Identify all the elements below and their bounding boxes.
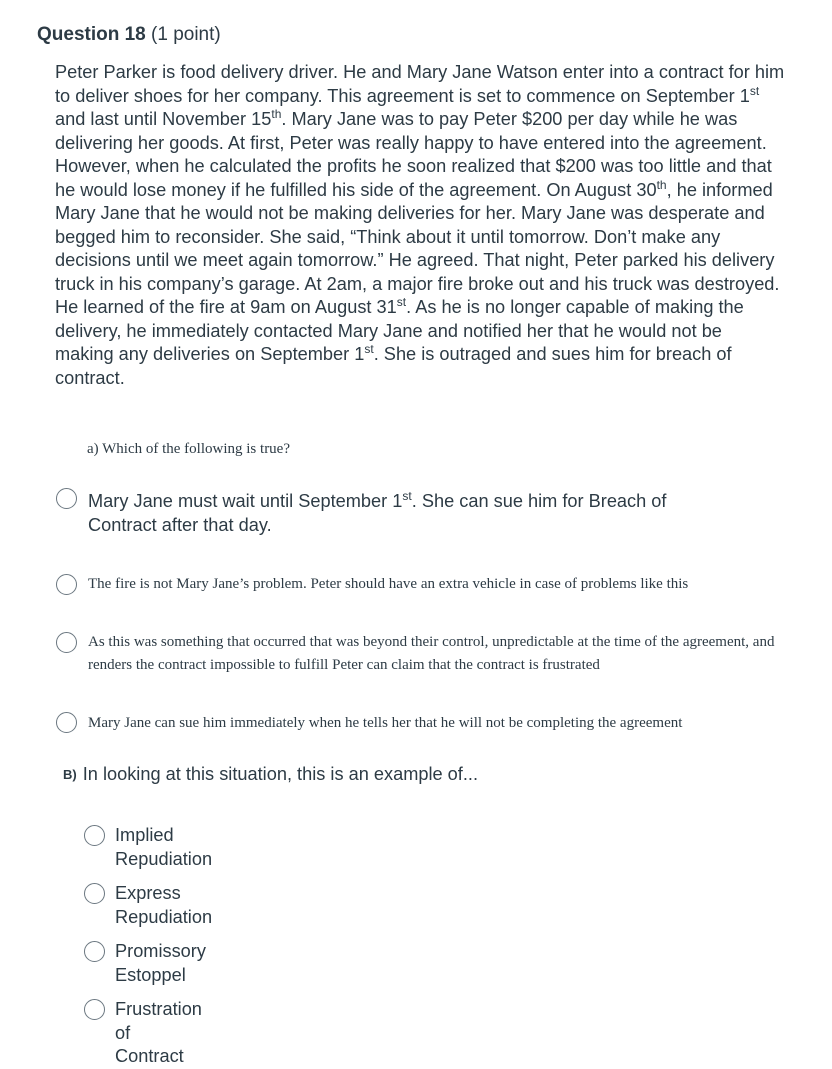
part-b-prompt xyxy=(63,764,478,785)
option-label[interactable] xyxy=(88,490,728,537)
passage-text: , he informed Mary Jane that he would not be making deliveries for her. Mary Jane was desperate and begged him to reconsider. She said, “Think about it until tomorrow. Don’t make any decisions until we meet again tomorrow.” He agreed. That night, Peter parked his delivery truck in his company’s garage. At 2am, a major fire broke out and his truck was destroyed. He learned of the fire at 9am on August 31 xyxy=(55,179,780,317)
passage-text: and last until November 15 xyxy=(55,109,272,129)
option-label[interactable]: Frustration of Contract xyxy=(115,999,202,1066)
radio-button[interactable] xyxy=(56,712,77,733)
passage-text: . Mary Jane was to pay Peter $200 per day while he was delivering her goods. At first, Peter was really happy to have entered into the agreement. However, when he calculated the profits he soon realized that $200 was too little and that he would lose money if he fulfilled his side of the agreement. On August 30 xyxy=(55,109,772,200)
radio-button[interactable] xyxy=(84,941,105,962)
radio-button[interactable] xyxy=(56,632,77,653)
part-b-prompt-text: In looking at this situation, this is an example of... xyxy=(82,764,479,784)
radio-button[interactable] xyxy=(56,574,77,595)
question-title: Question 18 xyxy=(37,24,146,45)
radio-button[interactable] xyxy=(56,488,77,509)
radio-button[interactable] xyxy=(84,825,105,846)
part-b-label: B) xyxy=(63,767,77,782)
passage-superscript: st xyxy=(396,295,407,309)
option-label[interactable]: As this was something that occurred that was beyond their control, unpredictable at the time of the agreement, and renders the contract impossible to fulfill Peter can claim that the contract is frustrated xyxy=(88,634,775,673)
part-a-prompt: a) Which of the following is true? xyxy=(87,441,290,457)
passage-superscript: st xyxy=(749,83,760,98)
radio-button[interactable] xyxy=(84,999,105,1020)
question-points: (1 point) xyxy=(151,24,221,45)
option-text: . She can sue him for Breach of Contract after that day. xyxy=(88,491,667,535)
option-label[interactable]: Implied Repudiation xyxy=(115,825,213,869)
passage-text: . She is outraged and sues him for breach of contract. xyxy=(55,344,732,388)
question-passage xyxy=(55,61,785,390)
question-header xyxy=(37,24,221,46)
option-text: Mary Jane must wait until September 1 xyxy=(88,491,403,511)
option-superscript: st xyxy=(402,489,412,503)
passage-text: Peter Parker is food delivery driver. He and Mary Jane Watson enter into a contract for him to deliver shoes for her company. This agreement is set to commence on September 1 xyxy=(55,62,785,106)
passage-superscript: th xyxy=(656,177,667,192)
passage-superscript: st xyxy=(364,342,374,356)
option-label[interactable]: The fire is not Mary Jane’s problem. Peter should have an extra vehicle in case of problems like this xyxy=(88,576,689,592)
radio-button[interactable] xyxy=(84,883,105,904)
option-label[interactable]: Express Repudiation xyxy=(115,883,213,927)
passage-text: . As he is no longer capable of making the delivery, he immediately contacted Mary Jane and notified her that he would not be making any deliveries on September 1 xyxy=(55,297,744,364)
option-label[interactable]: Mary Jane can sue him immediately when he tells her that he will not be completing the agreement xyxy=(88,715,683,731)
option-label[interactable]: Promissory Estoppel xyxy=(115,941,206,985)
passage-superscript: th xyxy=(271,107,282,121)
